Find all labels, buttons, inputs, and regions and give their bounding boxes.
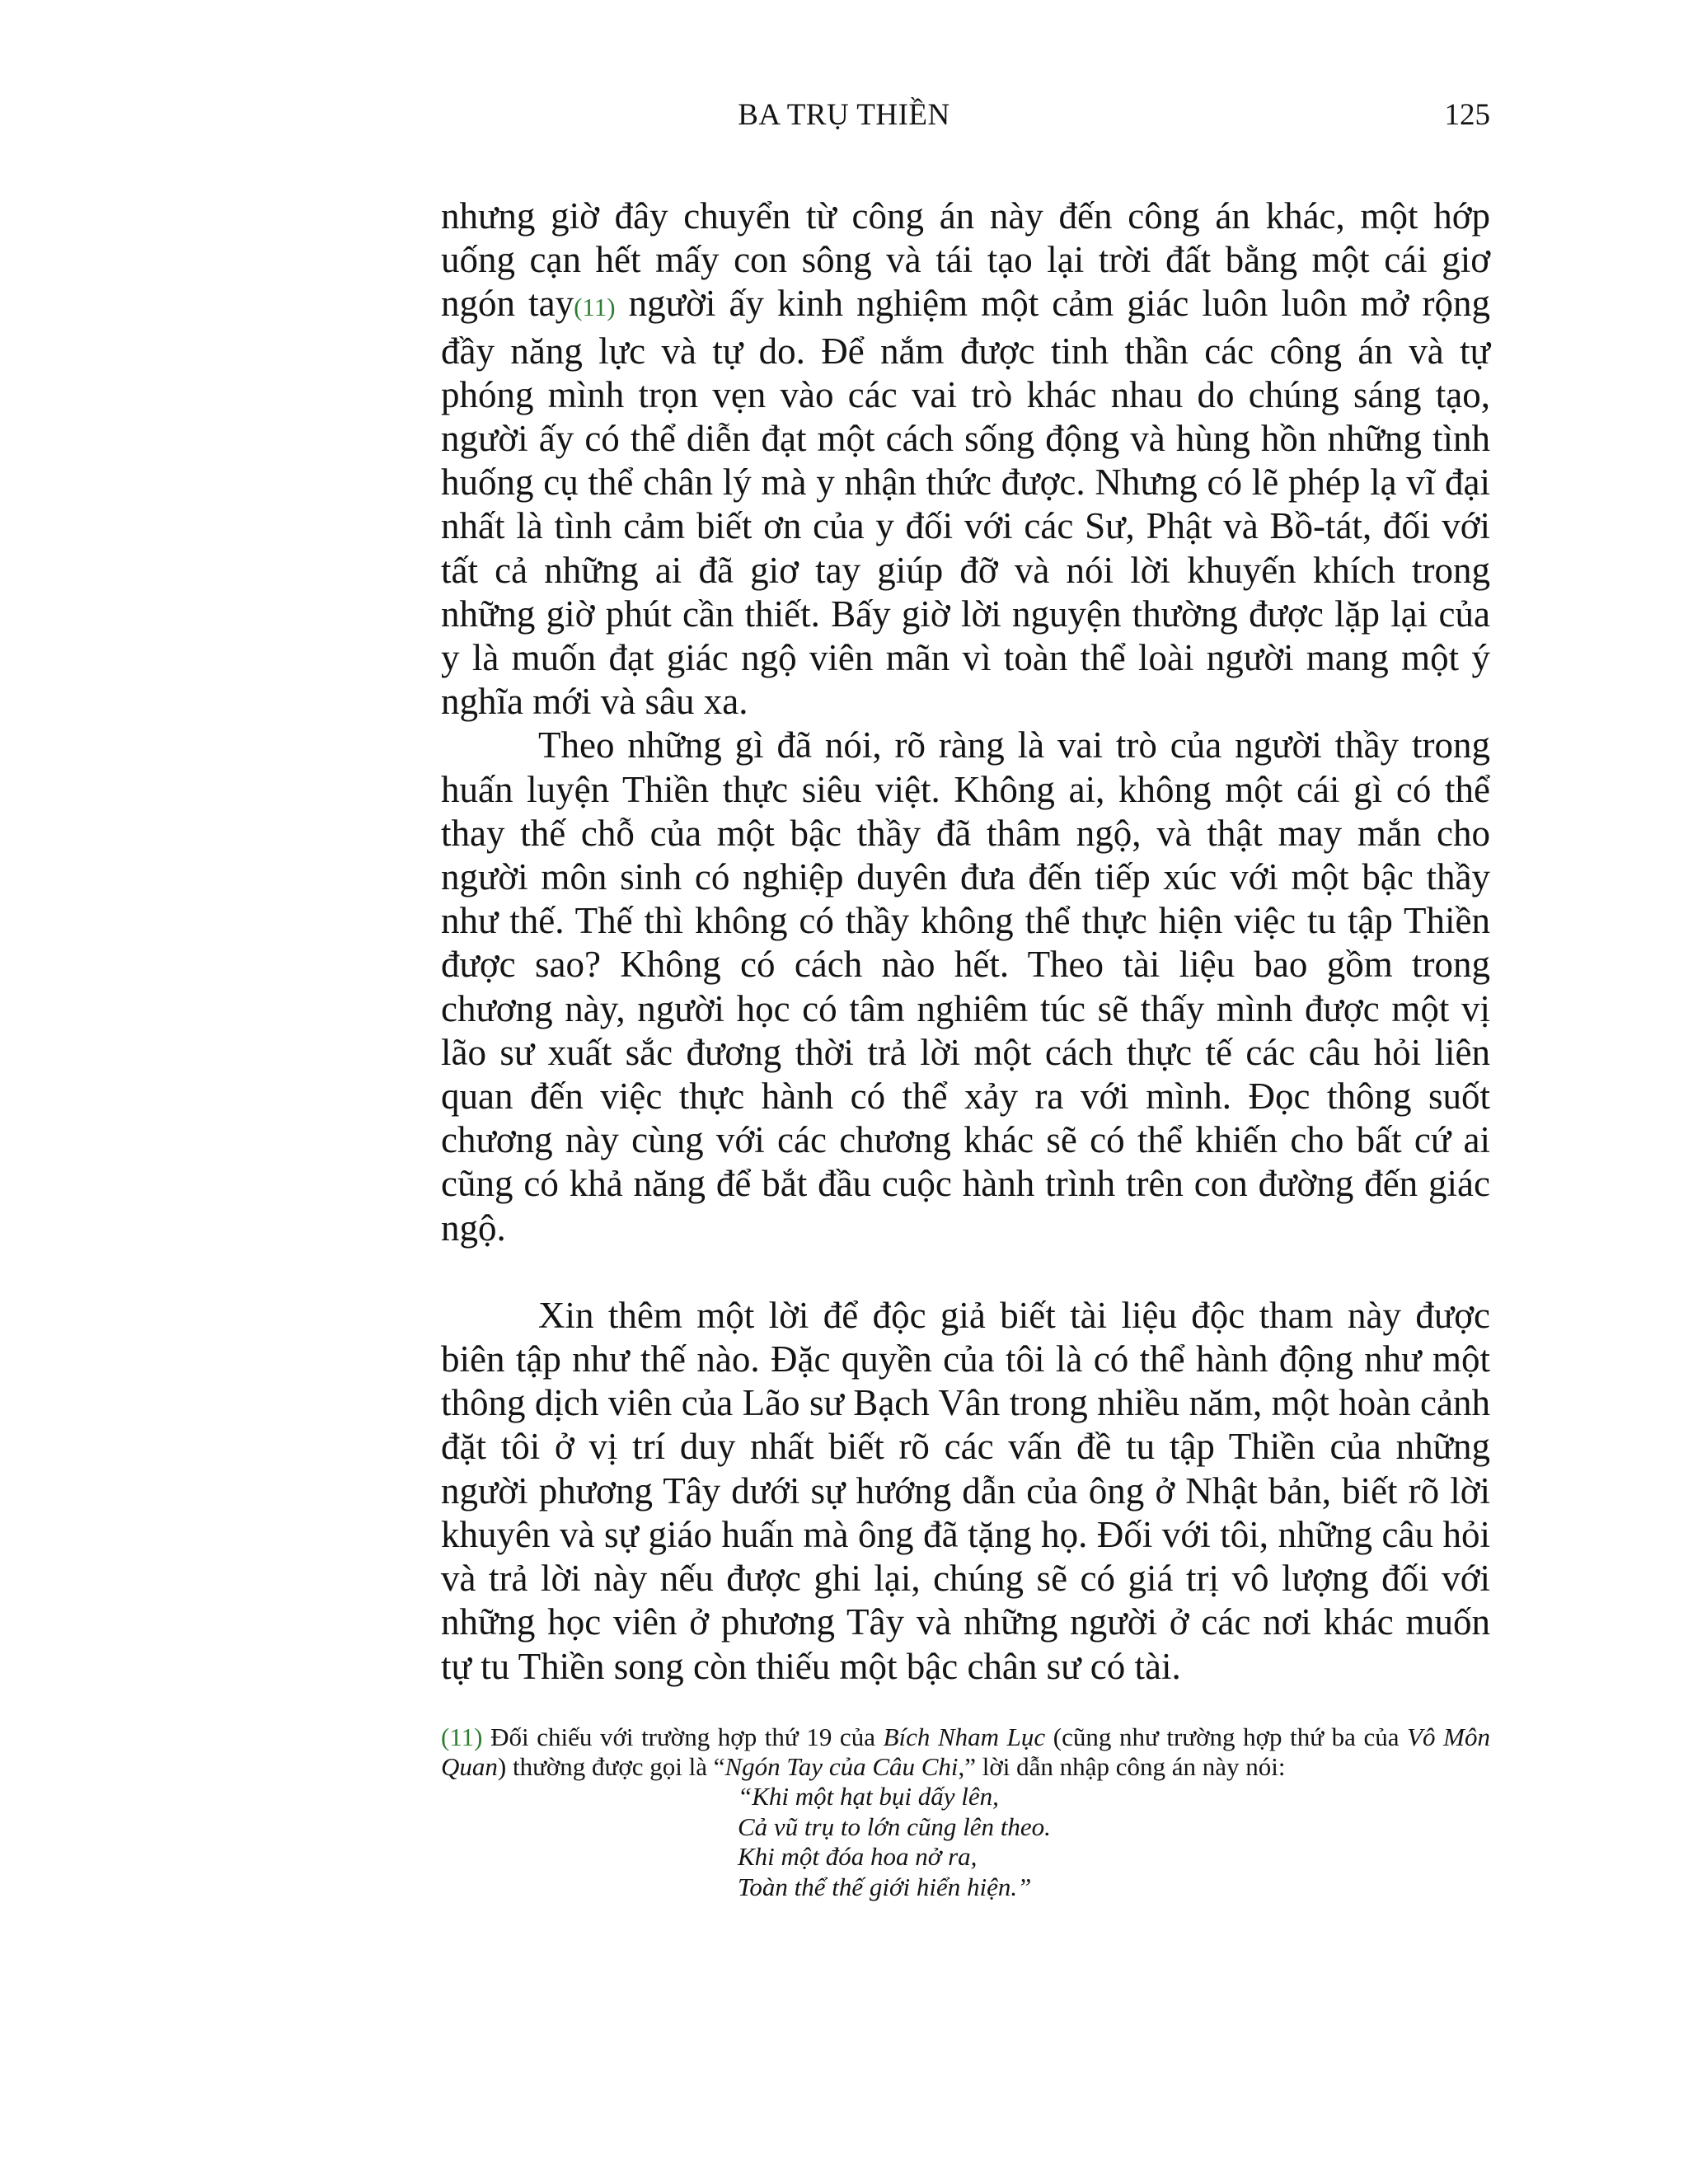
paragraph-3: Xin thêm một lời để độc giả biết tài liệu độc tham này được biên tập như thế nào. Đặc quyền của tôi là có thể hành động như một thông dịch viên của Lão sư Bạch Vân trong nhiều năm, một hoàn cảnh đặt tôi ở vị trí duy nhất biết rõ các vấn đề tu tập Thiền của những người phương Tây dưới sự hướng dẫn của ông ở Nhật bản, biết rõ lời khuyên và sự giáo huấn mà ông đã tặng họ. Đối với tôi, những câu hỏi và trả lời này nếu được ghi lại, chúng sẽ có giá trị vô lượng đối với những học viên ở phương Tây và những người ở các nơi khác muốn tự tu Thiền song còn thiếu một bậc chân sư có tài.: [441, 1294, 1490, 1687]
verse-line: “Khi một hạt bụi dấy lên,: [738, 1782, 999, 1811]
running-title: BA TRỤ THIỀN: [738, 98, 950, 132]
footnote-text-2: (cũng như trường hợp thứ ba của: [1045, 1722, 1408, 1751]
footnote-title-ngon-tay: Ngón Tay của Câu Chi: [724, 1752, 959, 1781]
verse-line: Khi một đóa hoa nở ra,: [738, 1842, 978, 1871]
footnote: [441, 1722, 1490, 1902]
footnote-verse: [441, 1782, 1490, 1902]
footnote-title-bich-nham-luc: Bích Nham Lục: [883, 1722, 1046, 1751]
footnote-text-3: ) thường được gọi là “: [497, 1752, 725, 1781]
footnote-mark: (11): [441, 1722, 483, 1751]
paragraph-1: [441, 194, 1490, 724]
verse-line: Cả vũ trụ to lớn cũng lên theo.: [738, 1811, 1051, 1841]
main-text: [441, 194, 1490, 1689]
paragraph-2: Theo những gì đã nói, rõ ràng là vai trò của người thầy trong huấn luyện Thiền thực siêu việt. Không ai, không một cái gì có thể thay thế chỗ của một bậc thầy đã thâm ngộ, và thật may mắn cho người môn sinh có nghiệp duyên đưa đến tiếp xúc với một bậc thầy như thế. Thế thì không có thầy không thể thực hiện việc tu tập Thiền được sao? Không có cách nào hết. Theo tài liệu bao gồm trong chương này, người học có tâm nghiêm túc sẽ thấy mình được một vị lão sư xuất sắc đương thời trả lời một cách thực tế các câu hỏi liên quan đến việc thực hành có thể xảy ra với mình. Đọc thông suốt chương này cùng với các chương khác sẽ có thể khiến cho bất cứ ai cũng có khả năng để bắt đầu cuộc hành trình trên con đường đến giác ngộ.: [441, 724, 1490, 1249]
paragraph-1-text-b: người ấy kinh nghiệm một cảm giác luôn luôn mở rộng đầy năng lực và tự do. Để nắm được tinh thần các công án và tự phóng mình trọn vẹn vào các vai trò khác nhau do chúng sáng tạo, người ấy có thể diễn đạt một cách sống động và hùng hồn những tình huống cụ thể chân lý mà y nhận thức được. Nhưng có lẽ phép lạ vĩ đại nhất là tình cảm biết ơn của y đối với các Sư, Phật và Bồ-tát, đối với tất cả những ai đã giơ tay giúp đỡ và nói lời khuyến khích trong những giờ phút cần thiết. Bấy giờ lời nguyện thường được lặp lại của y là muốn đạt giác ngộ viên mãn vì toàn thể loài người mang một ý nghĩa mới và sâu xa.: [441, 283, 1490, 723]
footnote-text: [441, 1722, 1490, 1782]
running-header: [0, 97, 1688, 138]
footnote-text-1: Đối chiếu với trường hợp thứ 19 của: [482, 1722, 884, 1751]
page-number: 125: [1444, 98, 1490, 132]
paragraph-1-text-a: nhưng giờ đây chuyển từ công án này đến công án khác, một hớp uống cạn hết mấy con sông và tái tạo lại trời đất bằng một cái giơ ngón tay: [441, 195, 1490, 325]
footnote-reference[interactable]: (11): [574, 293, 616, 322]
footnote-title-vo-mon-quan: Vô Môn Quan: [441, 1722, 1490, 1781]
verse-line: Toàn thể thế giới hiển hiện.”: [738, 1872, 1032, 1901]
footnote-text-4: ,” lời dẫn nhập công án này nói:: [958, 1752, 1286, 1781]
